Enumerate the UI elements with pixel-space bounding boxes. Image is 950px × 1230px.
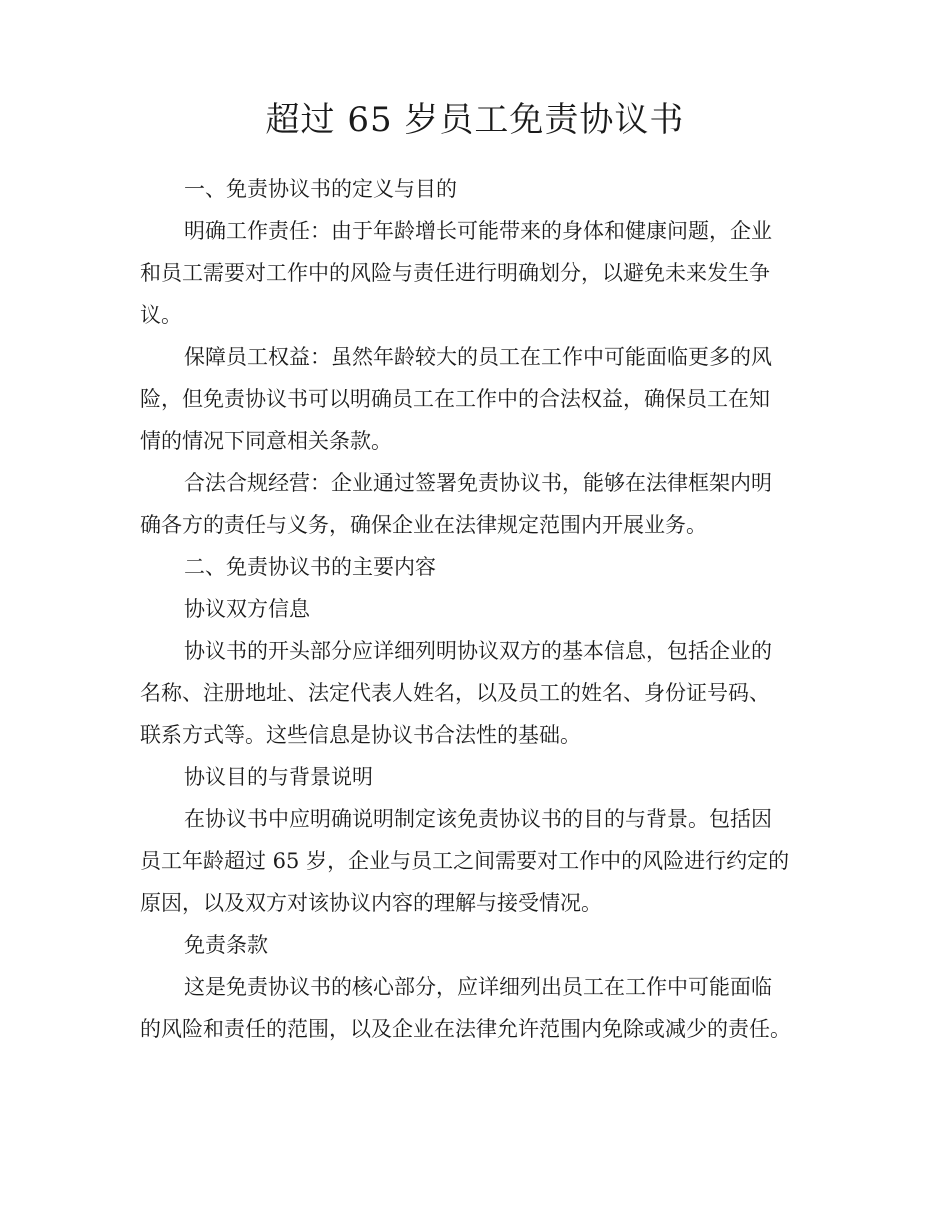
paragraph-line: 险，但免责协议书可以明确员工在工作中的合法权益，确保员工在知 [140,387,770,411]
paragraph-line: 合法合规经营：企业通过签署免责协议书，能够在法律框架内明 [184,471,772,495]
section-heading-1: 一、免责协议书的定义与目的 [184,177,457,201]
section-heading-2: 二、免责协议书的主要内容 [184,555,436,579]
paragraph-line: 名称、注册地址、法定代表人姓名，以及员工的姓名、身份证号码、 [140,681,770,705]
paragraph-line: 和员工需要对工作中的风险与责任进行明确划分，以避免未来发生争 [140,261,770,285]
paragraph-line: 原因，以及双方对该协议内容的理解与接受情况。 [140,891,602,915]
paragraph-line: 的风险和责任的范围，以及企业在法律允许范围内免除或减少的责任。 [140,1017,791,1041]
paragraph-line: 在协议书中应明确说明制定该免责协议书的目的与背景。包括因 [184,807,772,831]
document-title: 超过 65 岁员工免责协议书 [265,100,685,140]
paragraph-line: 确各方的责任与义务，确保企业在法律规定范围内开展业务。 [140,513,707,537]
paragraph-line: 协议书的开头部分应详细列明协议双方的基本信息，包括企业的 [184,639,772,663]
paragraph-line: 联系方式等。这些信息是协议书合法性的基础。 [140,723,581,747]
subheading: 免责条款 [184,933,268,957]
subheading: 协议双方信息 [184,597,310,621]
paragraph-line: 这是免责协议书的核心部分，应详细列出员工在工作中可能面临 [184,975,772,999]
paragraph-line: 议。 [140,303,182,327]
paragraph-line: 明确工作责任：由于年龄增长可能带来的身体和健康问题，企业 [184,219,772,243]
paragraph-line: 员工年龄超过 65 岁，企业与员工之间需要对工作中的风险进行约定的 [140,849,790,873]
paragraph-line: 保障员工权益：虽然年龄较大的员工在工作中可能面临更多的风 [184,345,772,369]
subheading: 协议目的与背景说明 [184,765,373,789]
paragraph-line: 情的情况下同意相关条款。 [140,429,392,453]
